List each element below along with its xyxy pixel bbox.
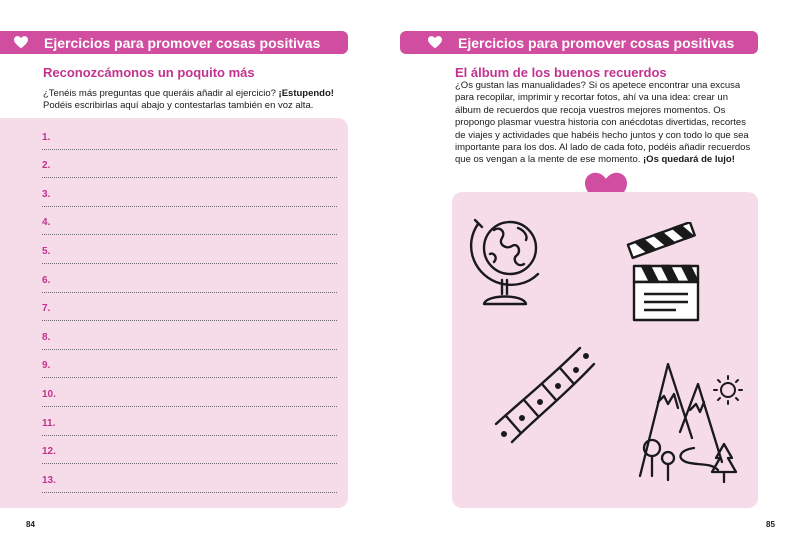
line-number: 3. [42,188,51,200]
write-line [42,378,337,407]
line-number: 2. [42,160,51,172]
write-line [42,350,337,379]
line-number: 6. [42,274,51,286]
write-line [42,293,337,322]
right-page [400,0,800,548]
line-number: 5. [42,245,51,257]
numbered-lines [42,121,337,493]
film-strip-icon [490,342,600,452]
left-page-number: 84 [26,520,35,529]
line-number: 10. [42,388,56,400]
left-banner-title: Ejercicios para promover cosas positivas [44,34,321,51]
write-line [42,178,337,207]
line-number: 13. [42,474,56,486]
write-line [42,207,337,236]
left-intro-part1: ¿Tenéis más preguntas que queráis añadir al ejercicio? [43,88,279,99]
right-banner [400,31,758,54]
write-line [42,235,337,264]
left-intro [43,88,343,113]
mountains-icon [636,358,746,488]
clapperboard-icon [626,222,702,324]
sun-icon [714,376,742,404]
line-number: 7. [42,303,51,315]
line-number: 1. [42,131,51,143]
left-intro-bold: ¡Estupendo! [278,88,334,99]
line-number: 9. [42,360,51,372]
write-line [42,321,337,350]
right-banner-title: Ejercicios para promover cosas positivas [458,34,735,51]
write-line [42,121,337,150]
right-intro-text: ¿Os gustan las manualidades? Si os apetece encontrar una excusa para recopilar, imprimir y recortar fotos, ahí va una idea: crear un álbum de recuerdos que recoja vuestros mejores momentos. Os propongo plasmar vuestra historia con anécdotas divertidas, recortes de viajes y actividades que habéis hecho juntos y con todo lo que sea importante para los dos. Al lado de cada foto, podéis añadir recuerdos que os vengan a la mente de ese momento. [455,80,751,166]
left-subtitle: Reconozcámonos un poquito más [43,65,255,80]
write-line [42,464,337,493]
globe-icon [466,210,554,310]
write-line [42,436,337,465]
right-intro [455,80,755,167]
line-number: 4. [42,217,51,229]
right-page-number: 85 [766,520,775,529]
write-line [42,407,337,436]
write-line [42,264,337,293]
right-subtitle: El álbum de los buenos recuerdos [455,65,667,80]
left-intro-part2: Podéis escribirlas aquí abajo y contestarlas también en voz alta. [43,100,314,112]
heart-icon [428,36,442,49]
right-intro-bold: ¡Os quedará de lujo! [643,154,735,166]
line-number: 12. [42,446,56,458]
line-number: 11. [42,417,56,429]
write-line [42,150,337,179]
left-banner [0,31,348,54]
heart-icon [14,36,28,49]
line-number: 8. [42,331,51,343]
